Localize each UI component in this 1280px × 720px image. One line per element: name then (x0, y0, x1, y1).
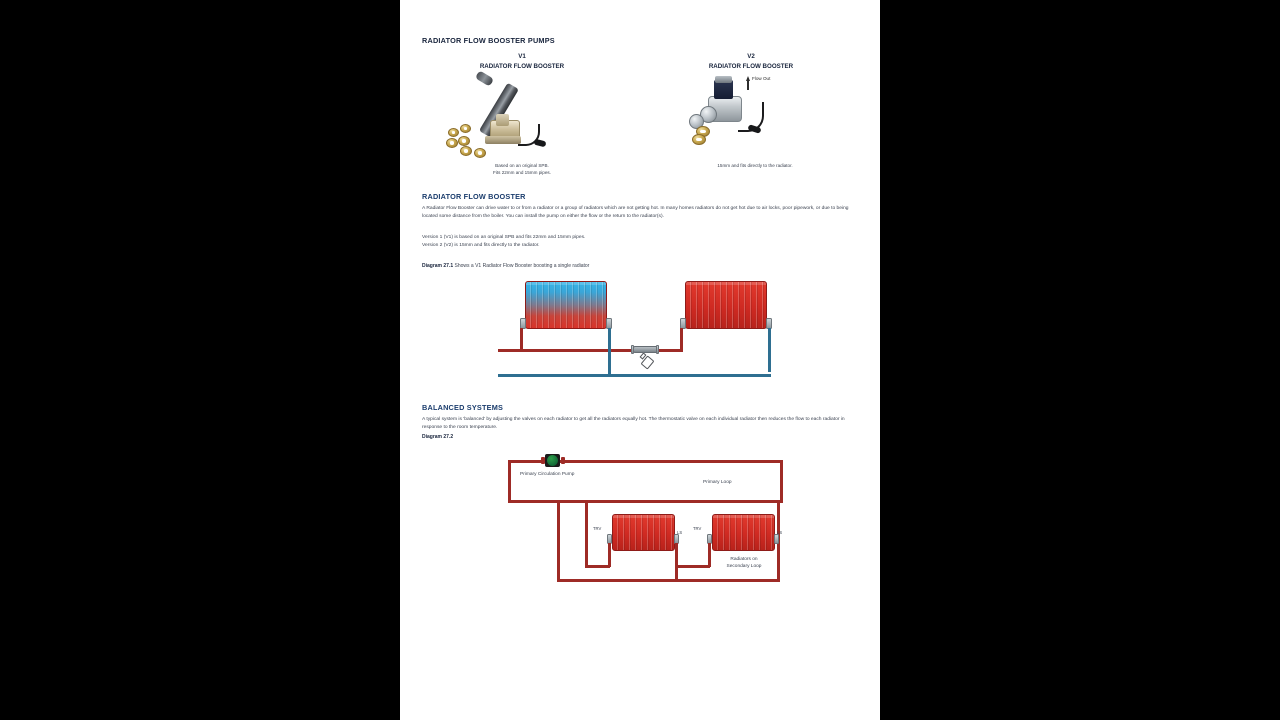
booster-paragraph-1: A Radiator Flow Booster can drive water to or from a radiator or a group of radiators which are not getting hot. In many homes radiators do not get hot due to air locks, poor pipework, or due to being located some distance from the boiler. You can install the pump on either the flow or the return to the radiator(s). (422, 206, 849, 219)
circulation-pump-icon (547, 455, 558, 466)
booster-pump-flange (656, 345, 659, 354)
document-page (400, 0, 880, 720)
booster-paragraph-2-line2: Version 2 (V2) is 15mm and fits directly to the radiator. (422, 243, 540, 248)
brass-ring (448, 128, 459, 137)
product-v1-version: V1 (518, 53, 526, 60)
radiator-a-flow-pipe (608, 543, 611, 567)
booster-pump-flange (631, 345, 634, 354)
product-v1-caption (412, 162, 632, 177)
radiator-a-flow-pipe (585, 565, 610, 568)
diagram-27-1 (495, 278, 795, 382)
up-arrow-icon (746, 76, 750, 81)
diagram-27-1-number: Diagram 27.1 (422, 263, 454, 269)
section-heading-balanced: BALANCED SYSTEMS (422, 403, 504, 412)
product-v2-name: RADIATOR FLOW BOOSTER (708, 62, 794, 70)
valve-trv-label-a: TRV (593, 526, 602, 531)
radiator-cold (525, 281, 607, 329)
flow-out-annotation (746, 76, 770, 81)
pump-plug (533, 139, 546, 148)
secondary-loop-pipe (557, 579, 779, 582)
return-pipe (498, 374, 771, 377)
secondary-loop-pipe (557, 500, 560, 582)
pump-motor-cap (715, 76, 732, 83)
booster-paragraph-2-line1: Version 1 (V1) is based on an original SPB and fits 22mm and 15mm pipes. (422, 235, 586, 240)
pump-hex-base (485, 136, 521, 144)
valve-ls-label-b: LS (777, 530, 783, 535)
flow-pipe (520, 349, 635, 352)
product-v1-title (422, 52, 622, 71)
brass-ring (460, 124, 471, 133)
diagram-27-1-caption (422, 263, 589, 269)
flow-pipe (498, 349, 501, 352)
product-v2-title (651, 52, 851, 71)
pump-flange (561, 457, 565, 464)
product-v1-photo (422, 74, 622, 160)
pump-brass-neck (496, 114, 509, 126)
pump-barrel-cap (475, 70, 494, 86)
radiator-a-return-pipe (675, 543, 678, 582)
product-v1-caption-line1: Based on an original SPB. (495, 163, 549, 168)
valve-ls-label-a: LS (677, 530, 683, 535)
flow-pipe (658, 349, 682, 352)
radiator-secondary-b (712, 514, 775, 551)
diagram-27-2-number: Diagram 27.2 (422, 434, 454, 440)
radiator-hot (685, 281, 767, 329)
secondary-loop-label-line2: Secondary Loop (726, 564, 762, 570)
return-pipe (608, 328, 611, 377)
radiator-secondary-a (612, 514, 675, 551)
product-v1-name: RADIATOR FLOW BOOSTER (479, 62, 565, 70)
radiator-a-flow-pipe (585, 500, 588, 567)
primary-loop-pipe (508, 500, 783, 503)
brass-ring (446, 138, 458, 148)
brass-ring (460, 146, 472, 156)
flow-pipe (680, 328, 683, 352)
secondary-loop-label-line1: Radiators on (730, 557, 758, 562)
balanced-paragraph: A typical system is 'balanced' by adjusting the valves on each radiator to get all the radiators equally hot. The thermostatic valve on each individual radiator then reduces the flow to each radiator in response to the room temperature. (422, 417, 845, 430)
return-pipe (768, 328, 771, 372)
diagram-27-2 (505, 452, 795, 598)
page-title: RADIATOR FLOW BOOSTER PUMPS (422, 36, 555, 45)
flow-out-label: Flow Out (752, 76, 771, 81)
product-v2-photo (662, 74, 842, 160)
product-v2-version: V2 (747, 53, 755, 60)
primary-loop-pipe (508, 460, 511, 503)
diagram-27-1-text: Shows a V1 Radiator Flow Booster boosting a single radiator (454, 263, 590, 269)
secondary-loop-label (701, 556, 787, 570)
product-v1-caption-line2: Fits 22mm and 15mm pipes. (493, 170, 551, 176)
primary-loop-pipe (780, 460, 783, 503)
valve-ls-b (774, 534, 779, 544)
product-v2-caption-line1: 15mm and fits directly to the radiator. (717, 163, 793, 168)
product-v2-caption (645, 162, 865, 169)
section-heading-booster: RADIATOR FLOW BOOSTER (422, 192, 526, 201)
primary-pump-label: Primary Circulation Pump (520, 472, 575, 477)
brass-ring (692, 134, 706, 145)
primary-loop-label: Primary Loop (703, 480, 732, 485)
valve-trv-label-b: TRV (693, 526, 702, 531)
brass-ring (458, 136, 470, 146)
brass-ring (474, 148, 486, 158)
